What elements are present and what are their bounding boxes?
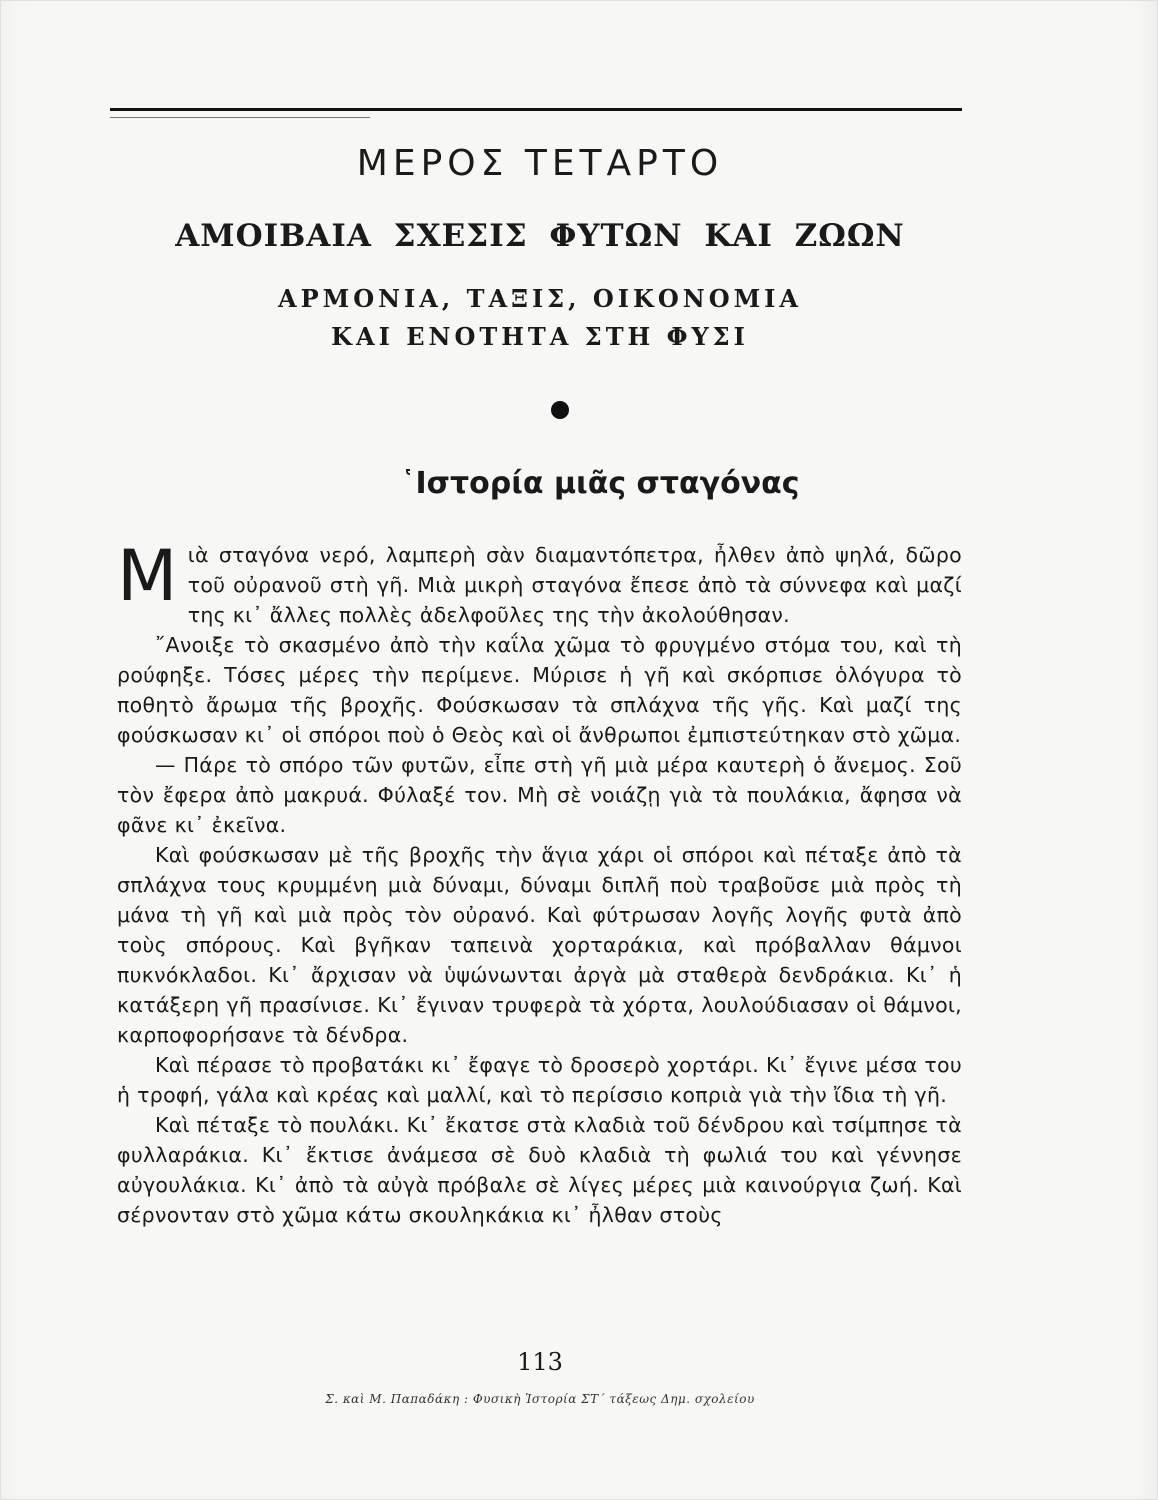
top-rule [110,108,962,111]
section-title: ῾Ιστορία μιᾶς σταγόνας [400,466,800,501]
paragraph-1-text: ιὰ σταγόνα νερό, λαμπερὴ σὰν διαμαντόπετρα, ἦλθεν ἀπὸ ψηλά, δῶρο τοῦ οὐρανοῦ στὴ γῆ. Μιὰ μικρὴ σταγόνα ἔπεσε ἀπὸ τὰ σύννεφα καὶ μαζί της κι᾿ ἄλλες πολλὲς ἀδελφοῦλες της τὴν ἀκολούθησαν. [187,543,962,627]
body-text [117,535,962,1230]
paragraph-2: ῎Ανοιξε τὸ σκασμένο ἀπὸ τὴν καΐλα χῶμα τὸ φρυγμένο στόμα του, καὶ τὴ ρούφηξε. Τόσες μέρες τὴν περίμενε. Μύρισε ἡ γῆ καὶ σκόρπισε ὁλόγυρα τὸ ποθητὸ ἄρωμα τῆς βροχῆς. Φούσκωσαν τὰ σπλάχνα τῆς γῆς. Καὶ μαζί της φούσκωσαν κι᾿ οἱ σπόροι ποὺ ὁ Θεὸς καὶ οἱ ἄνθρωποι ἐμπιστεύτηκαν στὸ χῶμα. [117,633,962,747]
paragraph-1 [117,535,962,630]
drop-cap: Μ [117,535,178,617]
paragraph-3: — Πάρε τὸ σπόρο τῶν φυτῶν, εἶπε στὴ γῆ μιὰ μέρα καυτερὴ ὁ ἄνεμος. Σοῦ τὸν ἔφερα ἀπὸ μακρυά. Φύλαξέ τον. Μὴ σὲ νοιάζῃ γιὰ τὰ πουλάκια, ἄφησα νὰ φᾶνε κι᾿ ἐκεῖνα. [117,753,962,837]
paragraph-5: Καὶ πέρασε τὸ προβατάκι κι᾿ ἔφαγε τὸ δροσερὸ χορτάρι. Κι᾿ ἔγινε μέσα του ἡ τροφή, γάλα καὶ κρέας καὶ μαλλί, καὶ τὸ περίσσιο κοπριὰ γιὰ τὴν ἴδια τὴ γῆ. [117,1053,962,1107]
subtitle-line-1: ΑΡΜΟΝΙΑ, ΤΑΞΙΣ, ΟΙΚΟΝΟΜΙΑ [277,284,803,313]
page-number: 113 [517,1348,563,1376]
bullet-ornament [551,401,569,419]
footer-credit: Σ. καὶ Μ. Παπαδάκη : Φυσικὴ Ἱστορία ΣΤ´ τάξεως Δημ. σχολείου [325,1392,755,1406]
part-title: ΜΕΡΟΣ ΤΕΤΑΡΤΟ [356,143,724,184]
chapter-title: ΑΜΟΙΒΑΙΑ ΣΧΕΣΙΣ ΦΥΤΩΝ ΚΑΙ ΖΩΩΝ [175,218,905,254]
paragraph-6: Καὶ πέταξε τὸ πουλάκι. Κι᾿ ἔκατσε στὰ κλαδιὰ τοῦ δένδρου καὶ τσίμπησε τὰ φυλλαράκια. Κι᾿ ἔκτισε ἀνάμεσα σὲ δυὸ κλαδιὰ τὴ φωλιά του καὶ γέννησε αὐγουλάκια. Κι᾿ ἀπὸ τὰ αὐγὰ πρόβαλε σὲ λίγες μέρες μιὰ καινούργια ζωή. Καὶ σέρνονταν στὸ χῶμα κάτω σκουληκάκια κι᾿ ἦλθαν στοὺς [117,1113,962,1227]
paragraph-4: Καὶ φούσκωσαν μὲ τῆς βροχῆς τὴν ἅγια χάρι οἱ σπόροι καὶ πέταξε ἀπὸ τὰ σπλάχνα τους κρυμμένη μιὰ δύναμι, δύναμι διπλῆ ποὺ τραβοῦσε μιὰ πρὸς τὴ μάνα τὴ γῆ καὶ μιὰ πρὸς τὸν οὐρανό. Καὶ φύτρωσαν λογῆς λογῆς φυτὰ ἀπὸ τοὺς σπόρους. Καὶ βγῆκαν ταπεινὰ χορταράκια, καὶ πρόβαλλαν θάμνοι πυκνόκλαδοι. Κι᾿ ἄρχισαν νὰ ὑψώνωνται ἀργὰ μὰ σταθερὰ δενδράκια. Κι᾿ ἡ κατάξερη γῆ πρασίνισε. Κι᾿ ἔγιναν τρυφερὰ τὰ χόρτα, λουλούδιασαν οἱ θάμνοι, καρποφορήσανε τὰ δένδρα. [117,843,962,1047]
top-rule-shadow [110,117,370,118]
subtitle-line-2: ΚΑΙ ΕΝΟΤΗΤΑ ΣΤΗ ΦΥΣΙ [331,322,749,351]
